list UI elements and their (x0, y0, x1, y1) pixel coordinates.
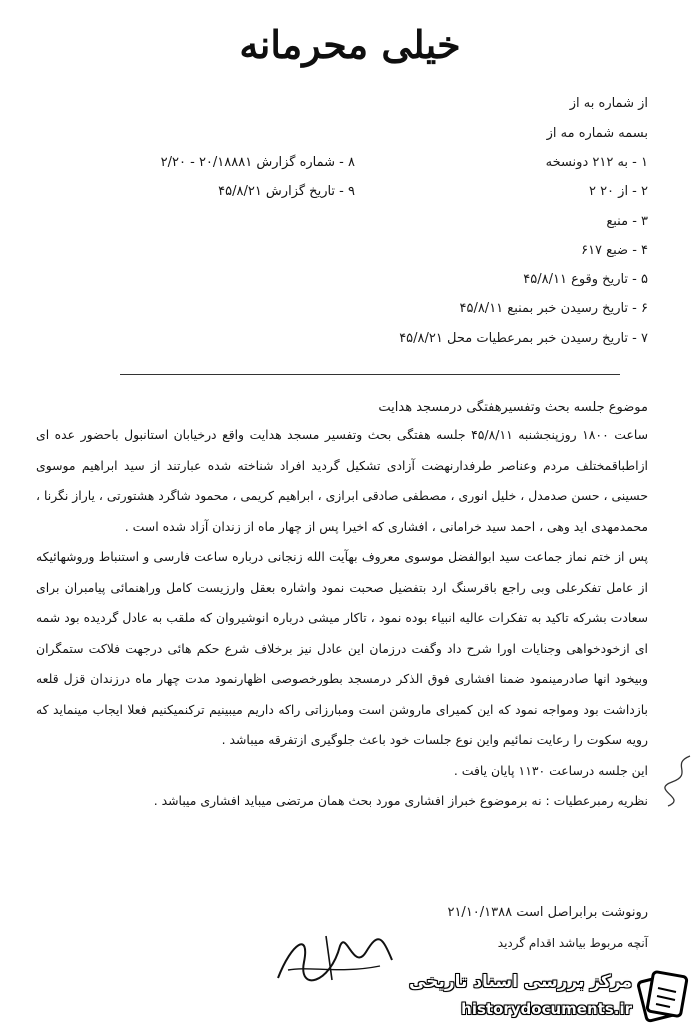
archive-url: historydocuments.ir (461, 1000, 632, 1018)
header-line: ۲ - از ۲۰ ۲ (588, 184, 648, 199)
header-line: بسمه شماره مه از (546, 126, 648, 141)
paragraph: پس از ختم نماز جماعت سید ابوالفضل موسوی معروف بهآیت الله زنجانی درباره ساعت فارسی و استنباط وروشهائیکه از عامل تفکرعلی وبی راجع باقرسنگ ارد بتفضیل صحبت نمود واشاره بعقل وارزیست کامل وراهنمائی پیامبران برای سعادت بشرکه تاکید به تفکرات عالیه انبیاء بوده نمود ، تاکار میشی درباره انوشیروان که ملقب به عادل گردیده بود شمه ای ازخودخواهی وجنایات اورا شرح داد وگفت درزمان این عادل نیز برخلاف شرع حکم هائی درجهت فلاکت ستمگران وبیخود انها صادرمینمود ضمنا افشاری فوق الذکر درمسجد بطورخصوصی اظهارنمود مدت چهار ماه درزندان قزل قلعه بازداشت بود ومواجه نمود که این کمیرای ماروشن است ومبارزاتی راکه داریم میبینیم ترکنمیکنیم فعلا ایجاب مینماید که رویه سکوت را رعایت نمائیم واین نوع جلسات خود باعث جلوگیری ازتفرقه میباشد . (36, 549, 648, 747)
paragraph: ساعت ۱۸۰۰ روزپنجشنبه ۴۵/۸/۱۱ جلسه هفتگی بحث وتفسیر مسجد هدایت واقع درخیابان استانبول باحضور عده ای ازاطباقمختلف مردم وعناصر طرفدارنهضت آزادی تشکیل گردید افراد شناخته شده عبارتند از سید ابراهیم موسوی حسینی ، حسن صدمدل ، خلیل انوری ، مصطفی صادقی ابرازی ، ابراهیم کریمی ، محمود شاگرد هشتورتی ، یاراز نگرنا ، محمدمهدی اید وهی ، احمد سید خرامانی ، افشاری که اخیرا پس از چهار ماه از زندان آزاد شده است . (36, 427, 648, 534)
archive-logo-icon (636, 968, 690, 1024)
classification-heading: خیلی محرمانه (239, 22, 461, 67)
header-line: ۷ - تاریخ رسیدن خبر بمرعطیات محل ۴۵/۸/۲۱ (399, 331, 648, 346)
report-date-line: ۹ - تاریخ گزارش ۴۵/۸/۲۱ (218, 184, 355, 199)
header-line: از شماره به از (569, 96, 648, 111)
subject-line: موضوع جلسه بحث وتفسیرهفتگی درمسجد هدایت (378, 400, 648, 415)
archive-watermark (404, 962, 694, 1030)
header-line: ۵ - تاریخ وقوع ۴۵/۸/۱۱ (523, 272, 648, 287)
handwritten-signature-icon (270, 922, 400, 992)
margin-scribble-icon (660, 752, 698, 812)
divider-line (120, 374, 620, 375)
header-line: ۳ - منبع (606, 214, 648, 229)
paragraph: این جلسه درساعت ۱۱۳۰ پایان یافت . (453, 762, 648, 778)
footnote-line: رونوشت برابراصل است ۲۱/۱۰/۱۳۸۸ (447, 905, 648, 920)
header-line: ۶ - تاریخ رسیدن خبر بمنبع ۴۵/۸/۱۱ (459, 301, 648, 316)
paragraph: نظریه رمبرعطیات : نه برموضوع خبراز افشاری مورد بحث همان مرتضی میباید افشاری میباشد . (153, 793, 648, 808)
header-line: ۴ - ضبع ۶۱۷ (581, 243, 648, 258)
signature-note: آنچه مربوط بیاشد اقدام گردید (497, 936, 648, 950)
header-line: ۱ - به ۲۱۲ دونسخه (545, 155, 648, 170)
report-number-line: ۸ - شماره گزارش ۲۰/۱۸۸۸۱ - ۲/۲۰ (160, 155, 355, 170)
report-body (36, 420, 648, 817)
archive-name: مرکز بررسی اسناد تاریخی (409, 972, 632, 992)
